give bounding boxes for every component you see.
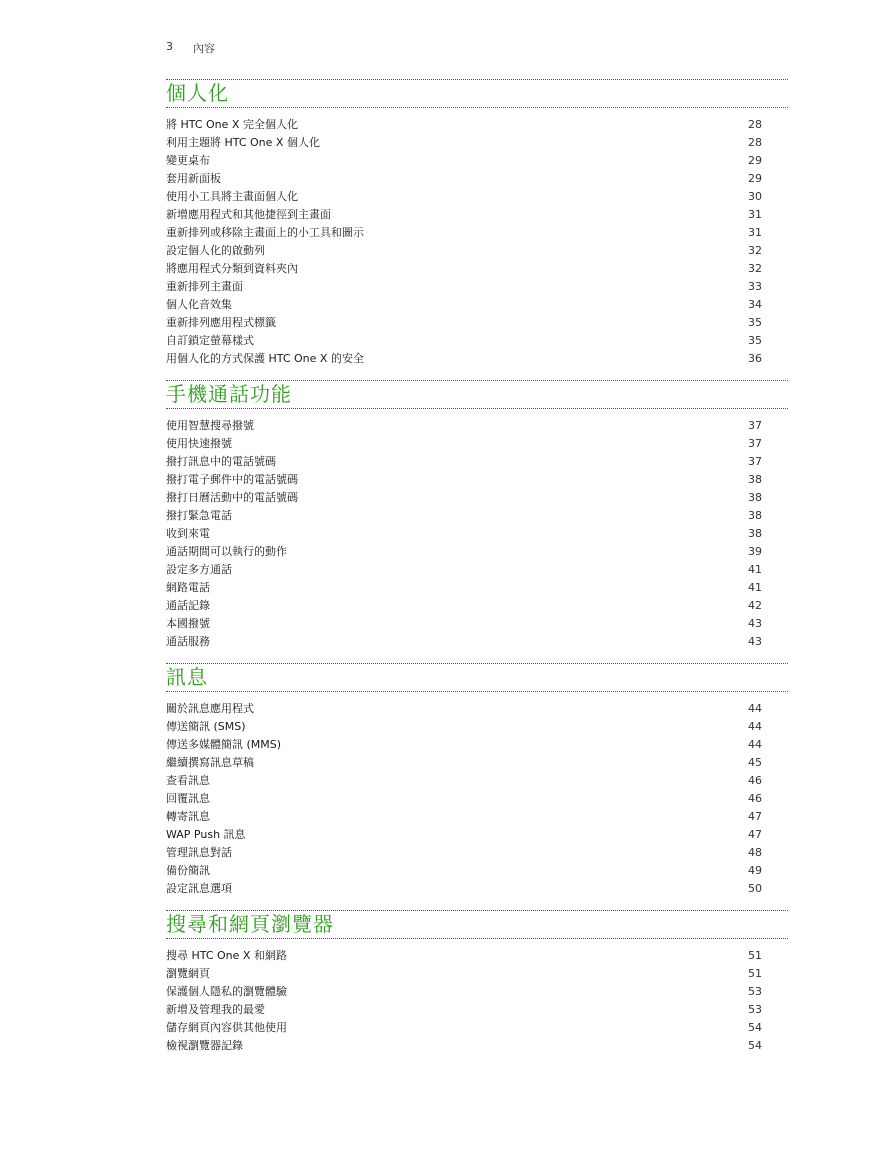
toc-entry-page: 41: [748, 581, 762, 594]
toc-entry-label: 保護個人隱私的瀏覽體驗: [166, 985, 287, 998]
toc-entry-page: 48: [748, 846, 762, 859]
toc-entry-page: 46: [748, 774, 762, 787]
toc-entry-label: 搜尋 HTC One X 和網路: [166, 949, 287, 962]
toc-entry[interactable]: [166, 152, 762, 170]
toc-entry[interactable]: [166, 332, 762, 350]
toc-entry-page: 54: [748, 1021, 762, 1034]
toc-entry-page: 33: [748, 280, 762, 293]
toc-entry-page: 42: [748, 599, 762, 612]
toc-entry[interactable]: [166, 880, 762, 898]
toc-entry[interactable]: [166, 808, 762, 826]
toc-entry[interactable]: [166, 417, 762, 435]
toc-entry[interactable]: [166, 260, 762, 278]
toc-entry-label: 繼續撰寫訊息草稿: [166, 756, 254, 769]
toc-entry[interactable]: [166, 134, 762, 152]
toc-entry-page: 41: [748, 563, 762, 576]
toc-entry-page: 32: [748, 262, 762, 275]
toc-entry[interactable]: [166, 700, 762, 718]
toc-entry[interactable]: [166, 826, 762, 844]
toc-entry-label: 查看訊息: [166, 774, 210, 787]
toc-entry-page: 54: [748, 1039, 762, 1052]
toc-entry-page: 38: [748, 509, 762, 522]
toc-entry-page: 46: [748, 792, 762, 805]
toc-entry-label: 重新排列主畫面: [166, 280, 243, 293]
toc-entry-page: 53: [748, 1003, 762, 1016]
toc-entry-label: 自訂鎖定螢幕樣式: [166, 334, 254, 347]
toc-entry-page: 32: [748, 244, 762, 257]
toc-entry-label: 使用智慧搜尋撥號: [166, 419, 254, 432]
toc-entry[interactable]: [166, 525, 762, 543]
toc-entry[interactable]: [166, 116, 762, 134]
toc-entry-page: 39: [748, 545, 762, 558]
toc-entry-label: 備份簡訊: [166, 864, 210, 877]
toc-entry[interactable]: [166, 615, 762, 633]
toc-entry-page: 51: [748, 949, 762, 962]
toc-entry-label: 將 HTC One X 完全個人化: [166, 118, 298, 131]
toc-entry-page: 34: [748, 298, 762, 311]
toc-entry-label: 將應用程式分類到資料夾內: [166, 262, 298, 275]
toc-entry-label: 新增應用程式和其他捷徑到主畫面: [166, 208, 331, 221]
toc-entry[interactable]: [166, 965, 762, 983]
section-title[interactable]: 個人化: [166, 79, 788, 108]
toc-entry-label: 使用小工具將主畫面個人化: [166, 190, 298, 203]
toc-entry-page: 35: [748, 316, 762, 329]
toc-entry[interactable]: [166, 772, 762, 790]
toc-entry-page: 49: [748, 864, 762, 877]
toc-entry-page: 31: [748, 208, 762, 221]
page-header: [166, 40, 215, 56]
toc-entry-label: 利用主題將 HTC One X 個人化: [166, 136, 320, 149]
toc-entry-page: 37: [748, 437, 762, 450]
toc-entry[interactable]: [166, 561, 762, 579]
toc-entry[interactable]: [166, 350, 762, 368]
toc-entry[interactable]: [166, 543, 762, 561]
toc-entry[interactable]: [166, 435, 762, 453]
toc-entry-label: 通話記錄: [166, 599, 210, 612]
toc-entry[interactable]: [166, 1019, 762, 1037]
toc-entry-label: 使用快速撥號: [166, 437, 232, 450]
toc-entry-label: 轉寄訊息: [166, 810, 210, 823]
toc-entry-label: 檢視瀏覽器記錄: [166, 1039, 243, 1052]
toc-entry[interactable]: [166, 453, 762, 471]
toc-section: [166, 380, 788, 651]
toc-entry[interactable]: [166, 754, 762, 772]
toc-entry-label: 撥打日曆活動中的電話號碼: [166, 491, 298, 504]
toc-entry-label: 設定多方通話: [166, 563, 232, 576]
toc-section: [166, 663, 788, 898]
toc-entry-page: 43: [748, 635, 762, 648]
toc-section: [166, 79, 788, 368]
toc-entry-page: 44: [748, 702, 762, 715]
toc-entry-page: 37: [748, 419, 762, 432]
toc-entry[interactable]: [166, 633, 762, 651]
toc-entry-label: 撥打電子郵件中的電話號碼: [166, 473, 298, 486]
toc-entry-page: 38: [748, 527, 762, 540]
toc-entry-label: 傳送多媒體簡訊 (MMS): [166, 738, 282, 751]
toc-entry-label: 通話期間可以執行的動作: [166, 545, 287, 558]
toc-entry-page: 47: [748, 828, 762, 841]
toc-entry-label: 套用新面板: [166, 172, 221, 185]
toc-entry-page: 44: [748, 720, 762, 733]
toc-entry-page: 30: [748, 190, 762, 203]
toc-entry-page: 38: [748, 491, 762, 504]
toc-entry-page: 51: [748, 967, 762, 980]
toc-entry-label: 本國撥號: [166, 617, 210, 630]
section-title[interactable]: 手機通話功能: [166, 380, 788, 409]
toc-entry-page: 35: [748, 334, 762, 347]
toc-entry[interactable]: [166, 1001, 762, 1019]
toc-entry-label: 重新排列或移除主畫面上的小工具和圖示: [166, 226, 364, 239]
toc-entry-label: 回覆訊息: [166, 792, 210, 805]
toc-entry-label: 重新排列應用程式標籤: [166, 316, 276, 329]
toc-entry-page: 44: [748, 738, 762, 751]
toc-entry-label: 新增及管理我的最愛: [166, 1003, 265, 1016]
toc-entry-page: 50: [748, 882, 762, 895]
toc-entry-page: 36: [748, 352, 762, 365]
toc-entry[interactable]: [166, 579, 762, 597]
toc-entry-label: 收到來電: [166, 527, 210, 540]
toc-entry-label: 網路電話: [166, 581, 210, 594]
toc-entry-label: 儲存網頁內容供其他使用: [166, 1021, 287, 1034]
toc-entry-page: 43: [748, 617, 762, 630]
toc-entry-label: 瀏覽網頁: [166, 967, 210, 980]
toc-entry[interactable]: [166, 170, 762, 188]
toc-entry[interactable]: [166, 242, 762, 260]
toc-entry[interactable]: [166, 314, 762, 332]
toc-entry-page: 31: [748, 226, 762, 239]
section-title[interactable]: 搜尋和網頁瀏覽器: [166, 910, 788, 939]
toc-entry[interactable]: [166, 471, 762, 489]
page-header-title: 內容: [193, 42, 215, 55]
toc-entry-label: 撥打緊急電話: [166, 509, 232, 522]
toc-entry-label: 設定訊息選項: [166, 882, 232, 895]
toc-entry-label: 個人化音效集: [166, 298, 232, 311]
toc-entry-label: 管理訊息對話: [166, 846, 232, 859]
toc-entry-page: 45: [748, 756, 762, 769]
toc-entry-label: 通話服務: [166, 635, 210, 648]
toc-entry[interactable]: [166, 790, 762, 808]
toc-entry-page: 53: [748, 985, 762, 998]
toc-entry-page: 29: [748, 154, 762, 167]
section-title[interactable]: 訊息: [166, 663, 788, 692]
toc-entry[interactable]: [166, 224, 762, 242]
toc-entry-page: 47: [748, 810, 762, 823]
page-number: 3: [166, 40, 173, 53]
toc-section: [166, 910, 788, 1055]
toc-entry[interactable]: [166, 489, 762, 507]
toc-entry[interactable]: [166, 947, 762, 965]
table-of-contents: [166, 79, 788, 1067]
toc-entry-label: 關於訊息應用程式: [166, 702, 254, 715]
toc-entry-page: 37: [748, 455, 762, 468]
toc-entry[interactable]: [166, 507, 762, 525]
toc-entry[interactable]: [166, 597, 762, 615]
toc-entry-label: WAP Push 訊息: [166, 828, 246, 841]
toc-entry[interactable]: [166, 278, 762, 296]
toc-entry-label: 變更桌布: [166, 154, 210, 167]
toc-entry[interactable]: [166, 736, 762, 754]
toc-entry-label: 設定個人化的啟動列: [166, 244, 265, 257]
toc-entry-page: 28: [748, 118, 762, 131]
toc-entry-label: 用個人化的方式保護 HTC One X 的安全: [166, 352, 364, 365]
toc-entry[interactable]: [166, 1037, 762, 1055]
toc-entry-page: 29: [748, 172, 762, 185]
toc-entry[interactable]: [166, 206, 762, 224]
toc-entry[interactable]: [166, 296, 762, 314]
toc-entry[interactable]: [166, 718, 762, 736]
toc-entry-page: 38: [748, 473, 762, 486]
toc-entry-label: 撥打訊息中的電話號碼: [166, 455, 276, 468]
toc-entry[interactable]: [166, 188, 762, 206]
toc-entry[interactable]: [166, 862, 762, 880]
toc-entry[interactable]: [166, 844, 762, 862]
toc-entry-label: 傳送簡訊 (SMS): [166, 720, 246, 733]
toc-entry[interactable]: [166, 983, 762, 1001]
toc-entry-page: 28: [748, 136, 762, 149]
